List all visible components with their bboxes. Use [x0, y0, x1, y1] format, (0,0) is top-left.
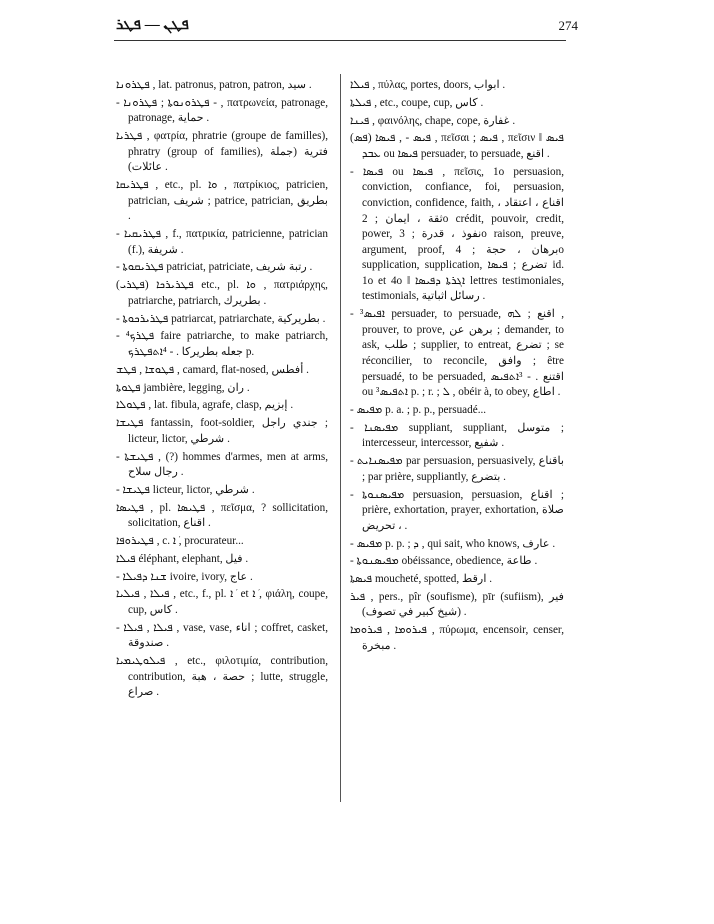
dictionary-entry: ܦܝܣܬܐ moucheté, spotted, ارقط .: [350, 573, 493, 586]
dictionary-entry: ܦܝܠܐ éléphant, elephant, فيل .: [116, 552, 249, 565]
dictionary-entry: ܦܝܢܐ , φαινόλης, chape, cope, غفارة .: [350, 114, 516, 127]
dictionary-entry: - ܦܝܠܐ , ܦܝܠܐ , vase, vase, اناء ; coffret, casket, صندوقة .: [116, 621, 328, 650]
header-rule: [114, 40, 566, 41]
dictionary-entry: (ܦܣ) ܦܝܣ - , ܦܝܣܐ , πεῖσαι ; ܦܝܣ , πεῖσιν ǁ ܦܝܣ ܥܒܕ ou ܦܝܣܐ persuader, to persuade, اقنع .: [350, 132, 564, 160]
dictionary-entry: ܦܛܪܘܢܐ , lat. patronus, patron, patron, سيد .: [116, 79, 312, 91]
dictionary-entry: ܦܛܘܬܐ jambière, legging, ران .: [116, 381, 250, 394]
dictionary-entry: - ܦܛܝܫܐ licteur, lictor, شرطي .: [116, 483, 255, 496]
dictionary-entry: - ܦܛܪܝܩܘܬܐ patriciat, patriciate, رتبة شريف .: [116, 261, 313, 274]
dictionary-entry: - ܦܝܣܐ ou ܦܝܣܐ , πεῖσις, 1o persuasion, conviction, confiance, foi, persuasion, conviction, confidence, faith, اقناع ، اعتقاد ، ثقة ، ايمان ; 2o crédit, pouvoir, credit, power, نفوذ ، قدرة ; 3o raison, preuve, argument, proof, برهان ، حجة ; 4o supplication, supplication, تضرع ; ܦܝܣܐ id. 1o et 4o ǁ ܐܓܪܬܐ ܕܦܝܣܐ lettres testimoniales, testimonials, رسائل اثباتية .: [350, 165, 565, 303]
dictionary-entry: ܦܝܠܐ , ܦܝܠܝܐ , etc., f., pl. ܐ ܿ et ܐ ܿ, φιάλη, coupe, cup, كاس .: [116, 588, 329, 616]
dictionary-entry: - ³ܐܦܝܣ persuader, to persuade, اقنع ; ܠܗ , prouver, to prove, برهن عن ; demander, to ask, طلب ; supplier, to entreat, تضرع ; se réconcilier, to reconcile, وافق ; être persuadé, to be persuaded, اقتنع . - ³ܐܬܦܝܣ ou ³ܐܬܦܝܣ p. ; r. ; ܠ , obéir à, to obey, اطاع .: [350, 308, 565, 399]
dictionary-entry: - ܡܦܝܣܢܐܝܬ par persuasion, persuasively, باقناع ; par prière, suppliantly, بتضرع .: [350, 455, 564, 483]
dictionary-entry: - ܡܦܝܣ p. a. ; p. p., persuadé...: [350, 404, 487, 416]
dictionary-entry: - ܦܛܪܟ⁴ faire patriarche, to make patriarch, جعله بطريركا . - ⁴ܐܬܦܛܪܟ p.: [116, 330, 329, 358]
dictionary-entry: - ܡܦܝܣܢܘܬܐ obéissance, obedience, طاعة .: [350, 555, 538, 568]
dictionary-entry: ܦܛܝܪܘܦܐ , c. ܐ ܿ, procurateur...: [116, 535, 244, 548]
dictionary-entry: - ܡܦܝܣܢܘܬܐ persuasion, persuasion, اقناع ; prière, exhortation, prayer, exhortation, صلاة ، تحريض .: [350, 488, 564, 532]
right-column: [350, 78, 564, 657]
dictionary-entry: - ܡܦܝܣ p. p. ; ܕ , qui sait, who knows, عارف .: [350, 537, 556, 550]
dictionary-entry: - ܡܦܝܣܢܐ suppliant, suppliant, متوسل ; intercesseur, intercessor, شفيع .: [350, 421, 565, 450]
running-head: ܦܛܢ — ܦܛܪ: [116, 17, 189, 33]
dictionary-entry: ܦܝܠܐ , πύλας, portes, doors, ابواب .: [350, 79, 506, 91]
left-column: [116, 78, 328, 703]
dictionary-entry: - ܦܛܪܘܢܘܬܐ ; ܦܛܪܘܢܐ - , πατρωνεία, patronage, patronage, حماية .: [116, 96, 328, 125]
dictionary-entry: - ܫܢܐ ܕܦܝܠܐ ivoire, ivory, عاج .: [116, 570, 253, 583]
dictionary-entry: ܦܛܝܣܐ , pl. ܦܛܝܣܐ , πεῖσμα, ? sollicitation, solicitation, اقناع .: [116, 501, 329, 530]
page-header: [88, 16, 596, 38]
dictionary-entry: (ܦܛܪܝ) ܦܛܪܝܪܟܐ etc., pl. ܘܐ , πατριάρχης, patriarche, patriarch, بطريرك .: [116, 279, 328, 307]
dictionary-entry: - ܦܛܝܫܬܐ , (?) hommes d'armes, men at arms, رجال سلاح .: [116, 450, 328, 479]
column-separator: [340, 74, 341, 802]
dictionary-entry: ܦܛܪܝܐ , φατρία, phratrie (groupe de familles), phratry (group of families), فترية (جملة عائلات) .: [116, 130, 328, 174]
dictionary-entry: ܦܝܪ , pers., pîr (soufisme), pīr (sufiism), فير (شيخ كبير في تصوف) .: [350, 590, 564, 619]
dictionary-entry: ܦܛܘܠܐ , lat. fibula, agrafe, clasp, إبزيم .: [116, 399, 294, 412]
dictionary-entry: ܦܝܠܬܐ , etc., coupe, cup, كاس .: [350, 96, 484, 109]
dictionary-entry: - ܦܛܪܝܪܟܘܬܐ patriarcat, patriarchate, بطريركية .: [116, 312, 326, 325]
dictionary-entry: ܦܛܪܝܩܐ , etc., pl. ܘܐ , πατρίκιος, patricien, patrician, شريف ; patrice, patrician, بطريق .: [116, 179, 328, 223]
dictionary-entry: ܦܝܪܘܡܐ , ܦܝܪܘܡܐ , πύρωμα, encensoir, censer, مبخرة .: [350, 624, 564, 652]
page-number: 274: [558, 18, 578, 33]
dictionary-entry: - ܦܛܪܝܩܝܐ , f., πατρικία, patricienne, patrician (f.), شريفة .: [116, 228, 328, 256]
dictionary-entry: ܦܝܠܘܛܝܡܝܐ , etc., φιλοτιμία, contribution, contribution, حصة ، هبة ; lutte, struggle, صراع .: [116, 655, 328, 699]
dictionary-entry: ܦܛܝܫܐ fantassin, foot-soldier, جندي راجل ; licteur, lictor, شرطي .: [116, 417, 329, 445]
dictionary-entry: ܦܛܘܫܐ , ܦܛܫ , camard, flat-nosed, أفطس .: [116, 363, 309, 376]
